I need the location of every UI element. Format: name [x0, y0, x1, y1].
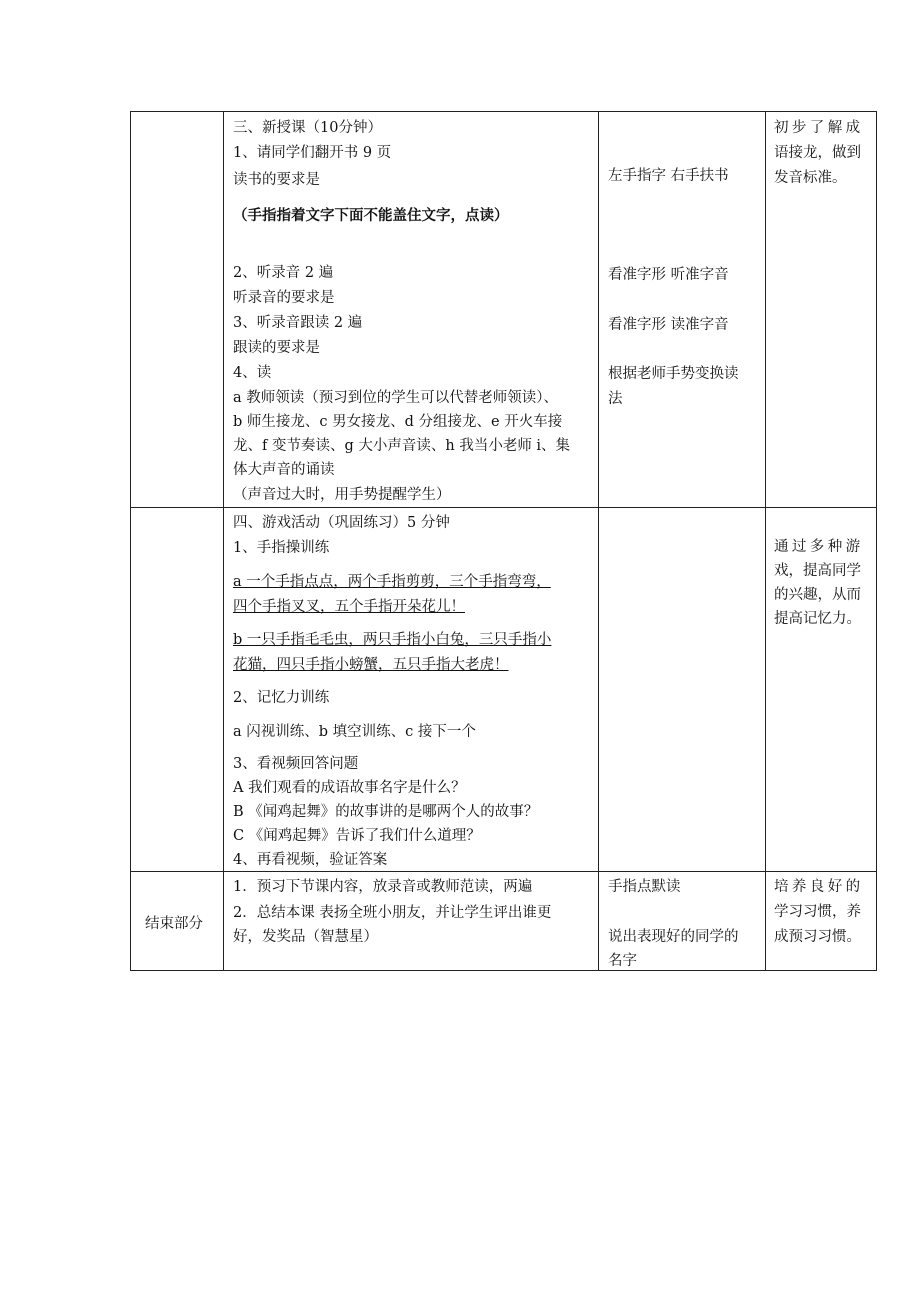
purpose-line-3: 的兴趣，从而: [774, 587, 861, 603]
student-activity-name-peers-line-1: 说出表现好的同学的: [608, 929, 739, 945]
purpose-line-4: 提高记忆力。: [774, 611, 861, 627]
purpose-line-1: 培养良好的: [774, 879, 864, 895]
finger-exercise-a-line-1: a 一个手指点点，两个手指剪剪，三个手指弯弯，: [233, 574, 551, 590]
follow-requirement-label: 跟读的要求是: [233, 340, 320, 356]
student-activity-name-peers-line-2: 名字: [608, 953, 637, 969]
purpose-line-2: 语接龙，做到: [774, 145, 861, 161]
read-methods-line-3: 体大声音的诵读: [233, 462, 335, 478]
finger-exercise-b-line-1: b 一只手指毛毛虫，两只手指小白兔，三只手指小: [233, 632, 552, 648]
step-follow-reading: 3、听录音跟读 2 遍: [233, 315, 363, 331]
purpose-line-3: 发音标准。: [774, 170, 847, 186]
purpose-line-2: 学习习惯，养: [774, 904, 861, 920]
table-row-divider: [131, 871, 876, 872]
game-activity-heading: 四、游戏活动（巩固练习）5 分钟: [233, 515, 450, 531]
ending-summary-line-2: 好，发奖品（智慧星）: [233, 929, 378, 945]
student-activity-read: 看准字形 读准字音: [608, 317, 729, 333]
lesson-plan-table: [130, 111, 877, 971]
memory-training-detail: a 闪视训练、b 填空训练、c 接下一个: [233, 724, 476, 740]
student-activity-silent-read: 手指点默读: [608, 879, 681, 895]
table-row-divider: [131, 507, 876, 508]
question-c: C 《闻鸡起舞》告诉了我们什么道理？: [233, 828, 481, 844]
question-b: B 《闻鸡起舞》的故事讲的是哪两个人的故事？: [233, 804, 539, 820]
student-activity-gesture-line-1: 根据老师手势变换读: [608, 366, 739, 382]
ending-summary-line-1: 2．总结本课 表扬全班小朋友，并让学生评出谁更: [233, 905, 552, 921]
step-listen-recording: 2、听录音 2 遍: [233, 265, 334, 281]
student-activity-gesture-line-2: 法: [608, 391, 623, 407]
student-activity-hold-book: 左手指字 右手扶书: [608, 168, 729, 184]
video-questions-label: 3、看视频回答问题: [233, 756, 359, 772]
read-methods-line-2: 龙、f 变节奏读、g 大小声音读、h 我当小老师 i、集: [233, 438, 571, 454]
reading-requirement-detail: （手指指着文字下面不能盖住文字，点读）: [233, 207, 509, 224]
read-methods-line-1: b 师生接龙、c 男女接龙、d 分组接龙、e 开火车接: [233, 414, 563, 430]
finger-exercise-a-line-2: 四个手指叉叉，五个手指开朵花儿！: [233, 599, 465, 615]
finger-exercise-label: 1、手指操训练: [233, 540, 330, 556]
ending-preview-next-lesson: 1．预习下节课内容，放录音或教师范读，两遍: [233, 879, 533, 895]
memory-training-label: 2、记忆力训练: [233, 690, 330, 706]
step-read: 4、读: [233, 365, 272, 381]
reading-requirement-label: 读书的要求是: [233, 172, 320, 188]
table-column-divider: [765, 112, 766, 970]
new-lesson-heading: 三、新授课（10分钟）: [233, 120, 382, 136]
purpose-line-3: 成预习习惯。: [774, 929, 861, 945]
table-column-divider: [598, 112, 599, 970]
purpose-line-1: 初步了解成: [774, 120, 864, 136]
verify-answers: 4、再看视频，验证答案: [233, 852, 388, 868]
listen-requirement-label: 听录音的要求是: [233, 290, 335, 306]
table-column-divider: [223, 112, 224, 970]
student-activity-listen: 看准字形 听准字音: [608, 267, 729, 283]
stage-label-ending: 结束部分: [145, 916, 203, 932]
purpose-line-2: 戏，提高同学: [774, 563, 861, 579]
question-a: A 我们观看的成语故事名字是什么？: [233, 780, 466, 796]
read-note: （声音过大时，用手势提醒学生）: [233, 487, 451, 503]
purpose-line-1: 通过多种游: [774, 539, 864, 555]
step-open-book: 1、请同学们翻开书 9 页: [233, 145, 392, 161]
finger-exercise-b-line-2: 花猫，四只手指小螃蟹，五只手指大老虎！: [233, 657, 509, 673]
read-method-a: a 教师领读（预习到位的学生可以代替老师领读）、: [233, 390, 559, 406]
